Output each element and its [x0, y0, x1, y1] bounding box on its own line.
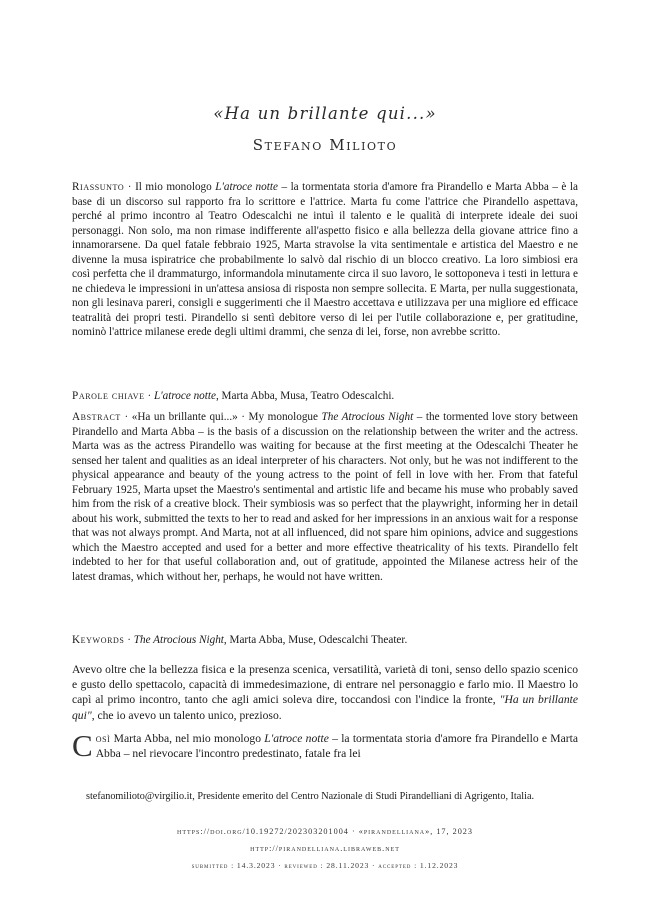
body-lead-word: osì	[95, 732, 111, 745]
keywords-rest: , Marta Abba, Muse, Odescalchi Theater.	[223, 634, 408, 646]
abstract-text-start: «Ha un brillante qui...» · My monologue	[131, 411, 322, 423]
parole-chiave-rest: , Marta Abba, Musa, Teatro Odescalchi.	[215, 390, 395, 402]
abstract-paragraph	[72, 410, 578, 585]
abstract-separator: ·	[120, 411, 132, 423]
parole-chiave-work-title: L'atroce notte	[154, 390, 216, 402]
abstract-work-title: The Atrocious Night	[321, 411, 414, 423]
riassunto-text-rest: – la tormentata storia d'amore fra Pirandello e Marta Abba – è la base di un discorso sul rapporto fra lo scrittore e l'attrice. Marta fu come l'attrice che Pirandello aspettava, perché al primo incontro al Teatro Odescalchi ne intuì il talento e le qualità di interprete ideale dei suoi personaggi. Non solo, ma non rimase indifferente all'aspetto fisico e alla bellezza della giovane attrice fino a innamorarsene. Da quel fatale febbraio 1925, Marta stravolse la vita sentimentale e artistica del Maestro e ne divenne la musa ispiratrice che probabilmente lo salvò dal rischio di un blocco creativo. La loro simbiosi era così perfetta che il drammaturgo, informandola minutamente circa il suo lavoro, le sottoponeva i testi in lettura e ne chiedeva le impressioni in un'attesa ansiosa di risposta non sempre sollecita. E Marta, per nulla suggestionata, non gli lesinava pareri, consigli e suggerimenti che il Maestro accettava e utilizzava per una migliore ed efficace teatralità dei propri testi. Pirandello si sentì debitore verso di lei per l'utile collaborazione e, per gratitudine, nominò l'attrice milanese erede degli ultimi drammi, che senza di lei, forse, non avrebbe scritto.	[72, 181, 578, 339]
riassunto-label: Riassunto	[72, 181, 125, 193]
keywords-line	[72, 633, 578, 648]
riassunto-separator: ·	[124, 181, 136, 193]
abstract-label: Abstract	[72, 411, 121, 423]
article-author: Stefano Milioto	[252, 136, 398, 154]
riassunto-work-title: L'atroce notte	[215, 181, 278, 193]
parole-chiave-line	[72, 389, 578, 404]
author-footnote: stefanomilioto@virgilio.it, Presidente emerito del Centro Nazionale di Studi Pirandelliani di Agrigento, Italia.	[86, 791, 535, 802]
keywords-work-title: The Atrocious Night	[133, 634, 224, 646]
epigraph-paragraph	[72, 662, 578, 723]
epigraph-text-start: Avevo oltre che la bellezza fisica e la presenza scenica, versatilità, varietà di toni, senso dello spazio scenico e gusto dello spettacolo, capacità di immedesimazione, di entrare nel personaggio e farlo mio. Il Maestro lo capì al primo incontro, tanto che agli amici soleva dire, toccandosi con l'indice la fronte,	[72, 663, 578, 707]
keywords-separator: ·	[124, 634, 134, 646]
abstract-text-rest: – the tormented love story between Pirandello and Marta Abba – is the basis of a discussion on the relationship between the writer and the actress. Marta was as the actress Pirandello was waiting for because at the first meeting at the Odescalchi Theater he sensed her talent and qualities as an ideal interpreter of his characters. Not only, but he was not indifferent to the physical appearance and beauty of the young actress to the point of fell in love with her. From that fateful February 1925, Marta upset the Maestro's sentimental and artistic life and became his muse who probably saved him from the risk of a creative block. Their symbiosis was so perfect that the playwright, informing her in detail about his work, submitted the texts to her to read and asked for her impressions in an anxious wait for a response that was not always prompt. And Marta, not at all influenced, did not spare him opinions, advice and suggestions which the Maestro accepted and used for a better and more effective theatricality of his texts. Pirandello felt indebted to her for that useful collaboration and, out of gratitude, appointed the Milanese actress heir of the latest dramas, which without her, perhaps, he would not have written.	[72, 411, 578, 584]
drop-cap: C	[72, 728, 93, 763]
journal-url-line: http://pirandelliana.libraweb.net	[250, 844, 400, 853]
riassunto-paragraph	[72, 180, 578, 340]
epigraph-quote: "Ha un brillante qui"	[72, 693, 578, 722]
body-text-start: Marta Abba, nel mio monologo	[110, 732, 265, 745]
body-paragraph	[72, 728, 578, 763]
epigraph-text-end: , che io avevo un talento unico, prezioso.	[91, 708, 282, 722]
doi-line: https://doi.org/10.19272/202303201004 · «pirandelliana», 17, 2023	[176, 827, 473, 836]
article-title: «Ha un brillante qui...»	[213, 104, 437, 123]
submission-dates-line: submitted : 14.3.2023 · reviewed : 28.11.2023 · accepted : 1.12.2023	[191, 861, 459, 870]
parole-chiave-label: Parole chiave	[72, 390, 145, 402]
keywords-label: Keywords	[72, 634, 125, 646]
parole-chiave-separator: ·	[144, 390, 154, 402]
body-text-rest: – la tormentata storia d'amore fra Pirandello e Marta Abba – nel rievocare l'incontro predestinato, fatale fra lei	[95, 732, 578, 761]
body-work-title: L'atroce notte	[264, 732, 329, 745]
riassunto-text-start: Il mio monologo	[135, 181, 216, 193]
